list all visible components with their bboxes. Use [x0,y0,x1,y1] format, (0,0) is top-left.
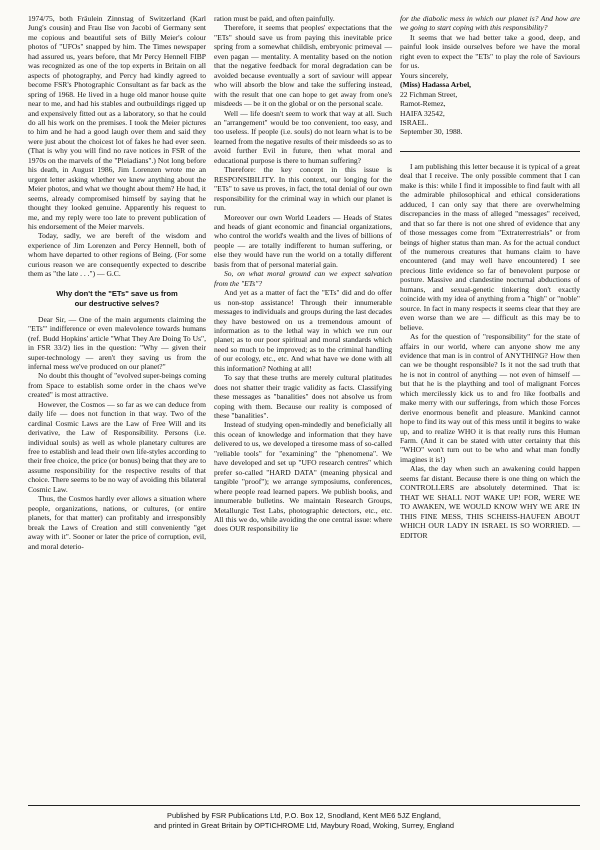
paragraph: No doubt this thought of "evolved super-beings coming from Space to establish some order in the chaos we've created" is most attractive. [28,371,206,400]
paragraph: for the diabolic mess in which our planet is? And how are we going to start coping with this responsibility? [400,14,580,33]
letter-heading [28,289,206,309]
paragraph: Today, sadly, we are bereft of the wisdom and experience of Jim Lorenzen and Percy Hennell, both of whom have departed to other regions of Being. (For some curious reason we are consequently expected to describe them as "the late . . .") — G.C. [28,231,206,279]
paragraph: Therefore: the key concept in this issue is RESPONSIBILITY. In this context, our longing for the "ETs" to save us proves, in fact, the total denial of our own responsibility for the criminal way in which our planet is run. [214,165,392,213]
paragraph: However, the Cosmos — so far as we can deduce from daily life — does not function in that way. Two of the cardinal Cosmic Laws are the Law of Free Will and its derivative, the Law of Responsibility. Persons (i.e. individual souls) as well as whole planetary cultures are free to establish and lead their own life-styles according to their free choice, the price (or bonus) being that they are to assume responsibility for the respective results of that choice. There seems to be no way of avoiding this bilateral Cosmic Law. [28,399,206,494]
letter-heading-line: Why don't the "ETs" save us from [56,288,178,298]
signature-address: 22 Fichman Street, [400,89,458,99]
paragraph: So, on what moral ground can we expect salvation from the "ETs"? [214,269,392,288]
letter-signature [400,71,580,137]
column-1 [28,14,206,551]
divider [400,151,580,152]
paragraph: Moreover our own World Leaders — Heads of States and heads of giant economic and financial organizations, who control the world's wealth and the lives of billions of people — are totally indifferent to human suffering, or else they would have run the world on a totally different basis from that of personal material gain. [214,212,392,269]
paragraph: Thus, the Cosmos hardly ever allows a situation where people, organizations, nations, or cultures, (or entire planets, for that matter) can profitably and irresponsibly break the Laws of Creation and still conveniently "get away with it". Sooner or later the price of corruption, evil, and moral deterio- [28,494,206,551]
paragraph: And yet as a matter of fact the "ETs" did and do offer us non-stop assistance! Through their innumerable messages to individuals and groups during the last decades they have bestowed on us a tremendous amount of information as to the lethal way in which we run our planet; as to our poor spiritual and moral standards which need so much to be improved; as to the criminal handling of our ecology, etc., etc. And what have we done with all this information? Nothing at all! [214,288,392,373]
signature-address: ISRAEL. [400,117,429,127]
paragraph: ration must be paid, and often painfully. [214,14,335,23]
signature-date: September 30, 1988. [400,127,463,137]
footer-line: and printed in Great Britain by OPTICHROME Ltd, Maybury Road, Woking, Surrey, England [154,820,454,830]
letter-heading-line: our destructive selves? [74,298,160,308]
paragraph: Dear Sir, — One of the main arguments claiming the "ETs'" indifference or even malevolence towards humans (ref. Budd Hopkins' article "What They Are Doing To Us", in FSR 33/2) lies in the question: "Why — given their super-technology — aren't they saving us from the infernal mess we've produced on our planet?" [28,314,206,371]
paragraph: I am publishing this letter because it is typical of a great deal that I receive. The only possible comment that I can make is this: while I find it impossible to find fault with all the admirable philosophical and ethical considerations adduced, I can only say that there are overwhelming discrepancies in the mass of alleged "messages" received, and that so far there is not one shred of evidence that any of those messages come from "Extraterrestrials" or from beings of higher status than man. As for the actual conduct of the numerous creatures that humans claim to have encountered (and may well have encountered) I see precious little evidence so far of benevolent purpose or posture. Massive and clandestine nocturnal abductions of humans, and sexual-genetic tinkering don't exactly coincide with my idea of anything from a "high" or "noble" source. In fact in many respects it seems clear that they are even worse than we are — difficult as this may be to believe. [400,161,580,332]
publisher-footer [28,805,580,830]
paragraph: 1974/75, both Fräulein Zinnstag of Switzerland (Karl Jung's cousin) and Frau Ilse von Jacobi of Germany sent me copious and beautiful sets of Billy Meier's colour photos of "UFOs" snapped by him. The Times newspaper had assured us, years before, that Mr Percy Hennell FIBP was recognized as one of the top experts in Britain on all aspects of photography, and Percy had kindly agreed to become FSR's Photographic Consultant as far back as the spring of 1968. He lived in a huge old manor house quite near to me, and had his stables and outbuildings rigged up and expensively fitted out as a laboratory, so that he could do all his work on the premises. I took the Meier pictures to him and he had a good laugh over them and said they were just about the choicest lot of fakes he had ever seen. (That is why you will find no rave notices in FSR of the 1970s on the marvels of the "Pleiadians".) Not long before his death, in August 1986, Jim Lorenzen wrote me an urgent letter asking whether we knew anything about the Meier photos, and what we thought about them? He had, it seems, already compromised himself by saying that he thought they looked genuine. Apparently his request to me, and my reply were too late to prevent publication of his endorsement of the Meier marvels. [28,14,206,231]
footer-line: Published by FSR Publications Ltd, P.O. Box 12, Snodland, Kent ME6 5JZ England, [167,811,441,820]
signature-address: HAIFA 32542, [400,108,445,118]
paragraph: To say that these truths are merely cultural platitudes does not shatter their tragic validity as facts. Classifying these messages as "banalities" does not absolve us from coping with them. Because our reality is composed of these "banalities". [214,373,392,421]
paragraph: Well — life doesn't seem to work that way at all. Such an "arrangement" would be too convenient, too easy, and too useless. If people (i.e. souls) do not learn what is to be learned from the negative results of their misdeeds so as to avoid further Evil in future, then what moral and educational purpose is there to human suffering? [214,108,392,165]
paragraph: Instead of studying open-mindedly and beneficially all this ocean of knowledge and information that they have delivered to us, we developed a tiresome mass of so-called "reliable tools" for "examining" the "phenomena". We have developed and set up "UFO research centres" which prefer so-called "HARD DATA" (meaning physical and tangible "proof"); we arrange symposiums, conferences, where people read learned papers. We publish books, and innumerable bulletins. We maintain Research Groups, Metallurgic Test Labs, photographic detectors, etc., etc. All this we do, while avoiding the one central issue: where does OUR responsibility lie [214,420,392,534]
signature-address: Ramot-Remez, [400,99,446,109]
paragraph: It seems that we had better take a good, deep, and painful look inside ourselves before we have the moral right even to expect the "ETs" to play the role of Saviours for us. [400,32,580,71]
paragraph: Therefore, it seems that peoples' expectations that the "ETs" should save us from paying this inevitable price spring from a somewhat childish, embryonic primeval — even pagan — mentality. A mentality based on the notion that the negative feedback for moral degradation can be avoided because eventually a sort of saviour will appear who will absorb the blow and take the suffering instead, with the result that one can hope to get away from one's misdeeds — be it on the global or on the personal scale. [214,23,392,109]
signature-closing: Yours sincerely, [400,70,449,80]
paragraph: Alas, the day when such an awakening could happen seems far distant. Because there is one thing on which the CONTROLLERS are absolutely determined. That is: THAT WE SHALL NOT WAKE UP! FOR, WERE WE TO AWAKEN, WE WOULD KNOW WHY WE ARE IN THIS FINE MESS, THIS SCHEISS-HAUFEN ABOUT WHICH OUR LADY IN ISRAEL IS SO WORRIED. — EDITOR [400,464,580,540]
paragraph: As for the question of "responsibility" for the state of affairs in our world, where can anyone show me any evidence that man is in control of ANYTHING? How then can we be thought responsible? Is it not the sad truth that he is not in control of anything — not even of himself — but that he is the plaything and tool of malignant Forces which mercilessly kick us to and fro like footballs and make merry with our sufferings, from which those Forces derive enormous benefit and pleasure. Mankind cannot hope to find its way out of this mess until it begins to wake up, and to realize WHO it is that really runs this Human Farm. (And it can be stated with utter certainty that this "WHO" won't turn out to be who and what man fondly imagines it is!) [400,332,580,464]
column-2 [214,14,392,534]
column-3 [400,14,580,540]
signature-name: (Miss) Hadassa Arbel, [400,80,472,90]
